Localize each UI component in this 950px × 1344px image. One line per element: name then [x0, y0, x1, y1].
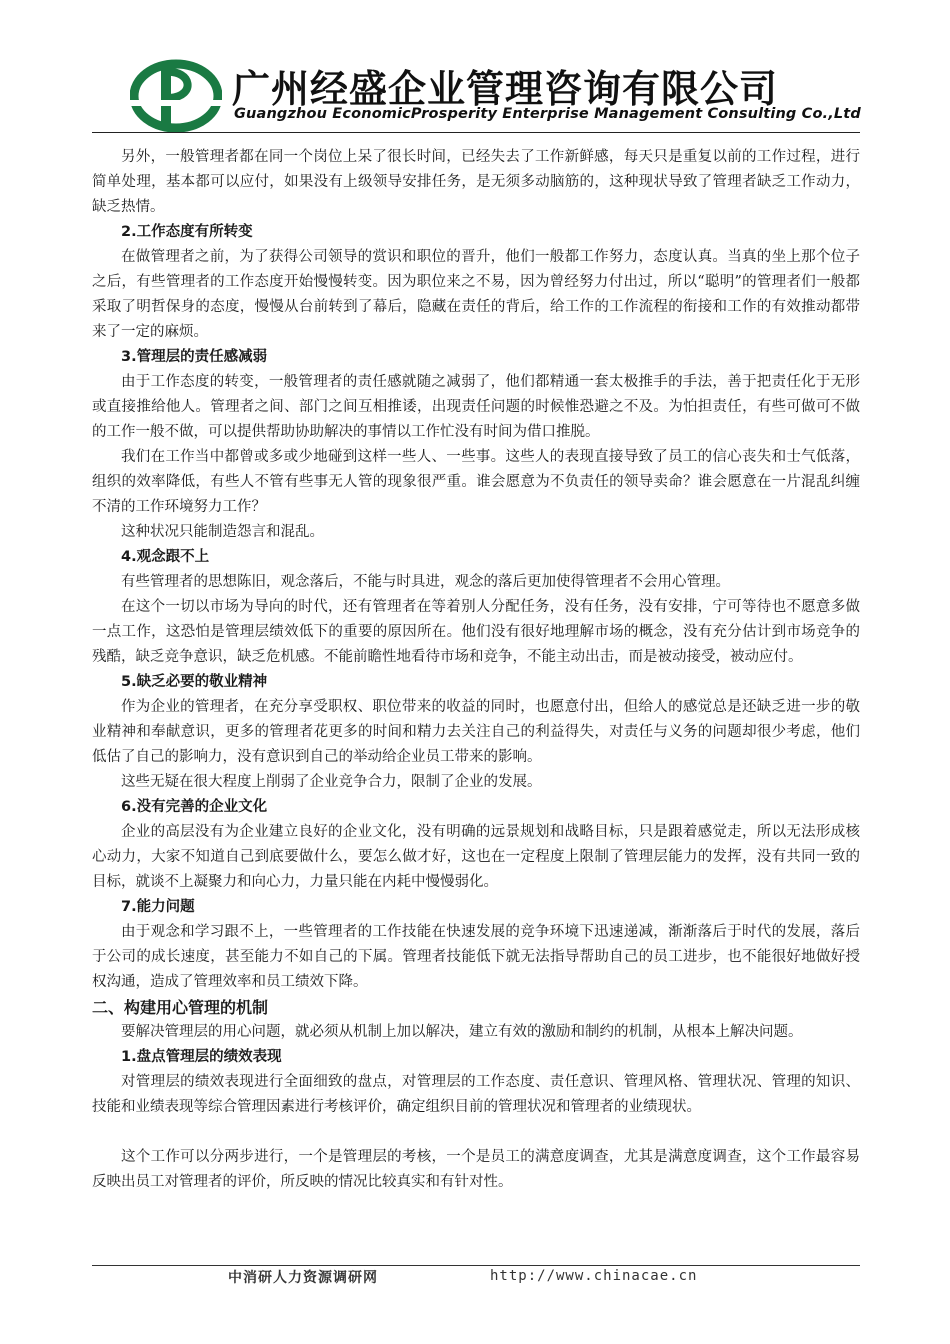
subheading: 4.观念跟不上 — [121, 549, 210, 565]
paragraph: 由于工作态度的转变，一般管理者的责任感就随之减弱了，他们都精通一套太极推手的手法，善于把责任化于无形或直接推给他人。管理者之间、部门之间互相推诿，出现责任问题的时候惟恐避之不及。为怕担责任，有些可做可不做的工作一般不做，可以提供帮助协助解决的事情以工作忙没有时间为借口推脱。 — [92, 374, 860, 440]
paragraph: 对管理层的绩效表现进行全面细致的盘点，对管理层的工作态度、责任意识、管理风格、管理状况、管理的知识、技能和业绩表现等综合管理因素进行考核评价，确定组织目前的管理状况和管理者的业绩现状。 — [92, 1074, 860, 1115]
subheading: 7.能力问题 — [121, 899, 195, 915]
paragraph: 企业的高层没有为企业建立良好的企业文化，没有明确的远景规划和战略目标，只是跟着感觉走，所以无法形成核心动力，大家不知道自己到底要做什么，要怎么做才好，这也在一定程度上限制了管理层能力的发挥，没有共同一致的目标，就谈不上凝聚力和向心力，力量只能在内耗中慢慢弱化。 — [92, 824, 860, 890]
spacer — [92, 1120, 860, 1145]
paragraph: 有些管理者的思想陈旧，观念落后，不能与时具进，观念的落后更加使得管理者不会用心管理。 — [121, 574, 730, 590]
subheading: 2.工作态度有所转变 — [121, 224, 253, 240]
header-divider — [92, 132, 860, 133]
subheading: 6.没有完善的企业文化 — [121, 799, 268, 815]
paragraph: 这种状况只能制造怨言和混乱。 — [121, 524, 324, 540]
paragraph: 另外，一般管理者都在同一个岗位上呆了很长时间，已经失去了工作新鲜感，每天只是重复以前的工作过程，进行简单处理，基本都可以应付，如果没有上级领导安排任务，是无须多动脑筋的，这种现状导致了管理者缺乏工作动力，缺乏热情。 — [92, 149, 860, 215]
subheading: 1.盘点管理层的绩效表现 — [121, 1049, 282, 1065]
paragraph: 在做管理者之前，为了获得公司领导的赏识和职位的晋升，他们一般都工作努力，态度认真。当真的坐上那个位子之后，有些管理者的工作态度开始慢慢转变。因为职位来之不易，因为曾经努力付出过，所以“聪明”的管理者们一般都采取了明哲保身的态度，慢慢从台前转到了幕后，隐藏在责任的背后，给工作的工作流程的衔接和工作的有效推动都带来了一定的麻烦。 — [92, 249, 860, 340]
section-heading: 二、构建用心管理的机制 — [92, 998, 269, 1017]
paragraph: 由于观念和学习跟不上，一些管理者的工作技能在快速发展的竞争环境下迅速递减，渐渐落后于时代的发展，落后于公司的成长速度，甚至能力不如自己的下属。管理者技能低下就无法指导帮助自己的员工进步，也不能很好地做好授权沟通，造成了管理效率和员工绩效下降。 — [92, 924, 860, 990]
paragraph: 这个工作可以分两步进行，一个是管理层的考核，一个是员工的满意度调查，尤其是满意度调查，这个工作最容易反映出员工对管理者的评价，所反映的情况比较真实和有针对性。 — [92, 1149, 860, 1190]
paragraph: 要解决管理层的用心问题，就必须从机制上加以解决，建立有效的激励和制约的机制，从根本上解决问题。 — [121, 1024, 803, 1040]
subheading: 3.管理层的责任感减弱 — [121, 349, 268, 365]
footer-site-name: 中消研人力资源调研网 — [228, 1270, 378, 1286]
paragraph: 在这个一切以市场为导向的时代，还有管理者在等着别人分配任务，没有任务，没有安排，宁可等待也不愿意多做一点工作，这恐怕是管理层绩效低下的重要的原因所在。他们没有很好地理解市场的概念，没有充分估计到市场竞争的残酷，缺乏竞争意识，缺乏危机感。不能前瞻性地看待市场和竞争，不能主动出击，而是被动接受，被动应付。 — [92, 599, 860, 665]
company-name-cn: 广州经盛企业管理咨询有限公司 — [232, 67, 779, 111]
paragraph: 我们在工作当中都曾或多或少地碰到这样一些人、一些事。这些人的表现直接导致了员工的信心丧失和士气低落，组织的效率降低，有些人不管有些事无人管的现象很严重。谁会愿意为不负责任的领导卖命？谁会愿意在一片混乱纠缠不清的工作环境努力工作？ — [92, 449, 860, 515]
footer-divider — [92, 1265, 860, 1266]
page-header — [92, 52, 860, 132]
document-body — [92, 145, 860, 1195]
subheading: 5.缺乏必要的敬业精神 — [121, 674, 268, 690]
company-logo-icon — [130, 56, 222, 132]
company-name-en: Guangzhou EconomicProsperity Enterprise Management Consulting Co.,Ltd — [234, 106, 861, 122]
footer-url-link[interactable]: http://www.chinacae.cn — [490, 1268, 698, 1284]
paragraph: 作为企业的管理者，在充分享受职权、职位带来的收益的同时，也愿意付出，但给人的感觉总是还缺乏进一步的敬业精神和奉献意识，更多的管理者花更多的时间和精力去关注自己的利益得失，对责任与义务的问题却很少考虑，他们低估了自己的影响力，没有意识到自己的举动给企业员工带来的影响。 — [92, 699, 860, 765]
paragraph: 这些无疑在很大程度上削弱了企业竞争合力，限制了企业的发展。 — [121, 774, 542, 790]
